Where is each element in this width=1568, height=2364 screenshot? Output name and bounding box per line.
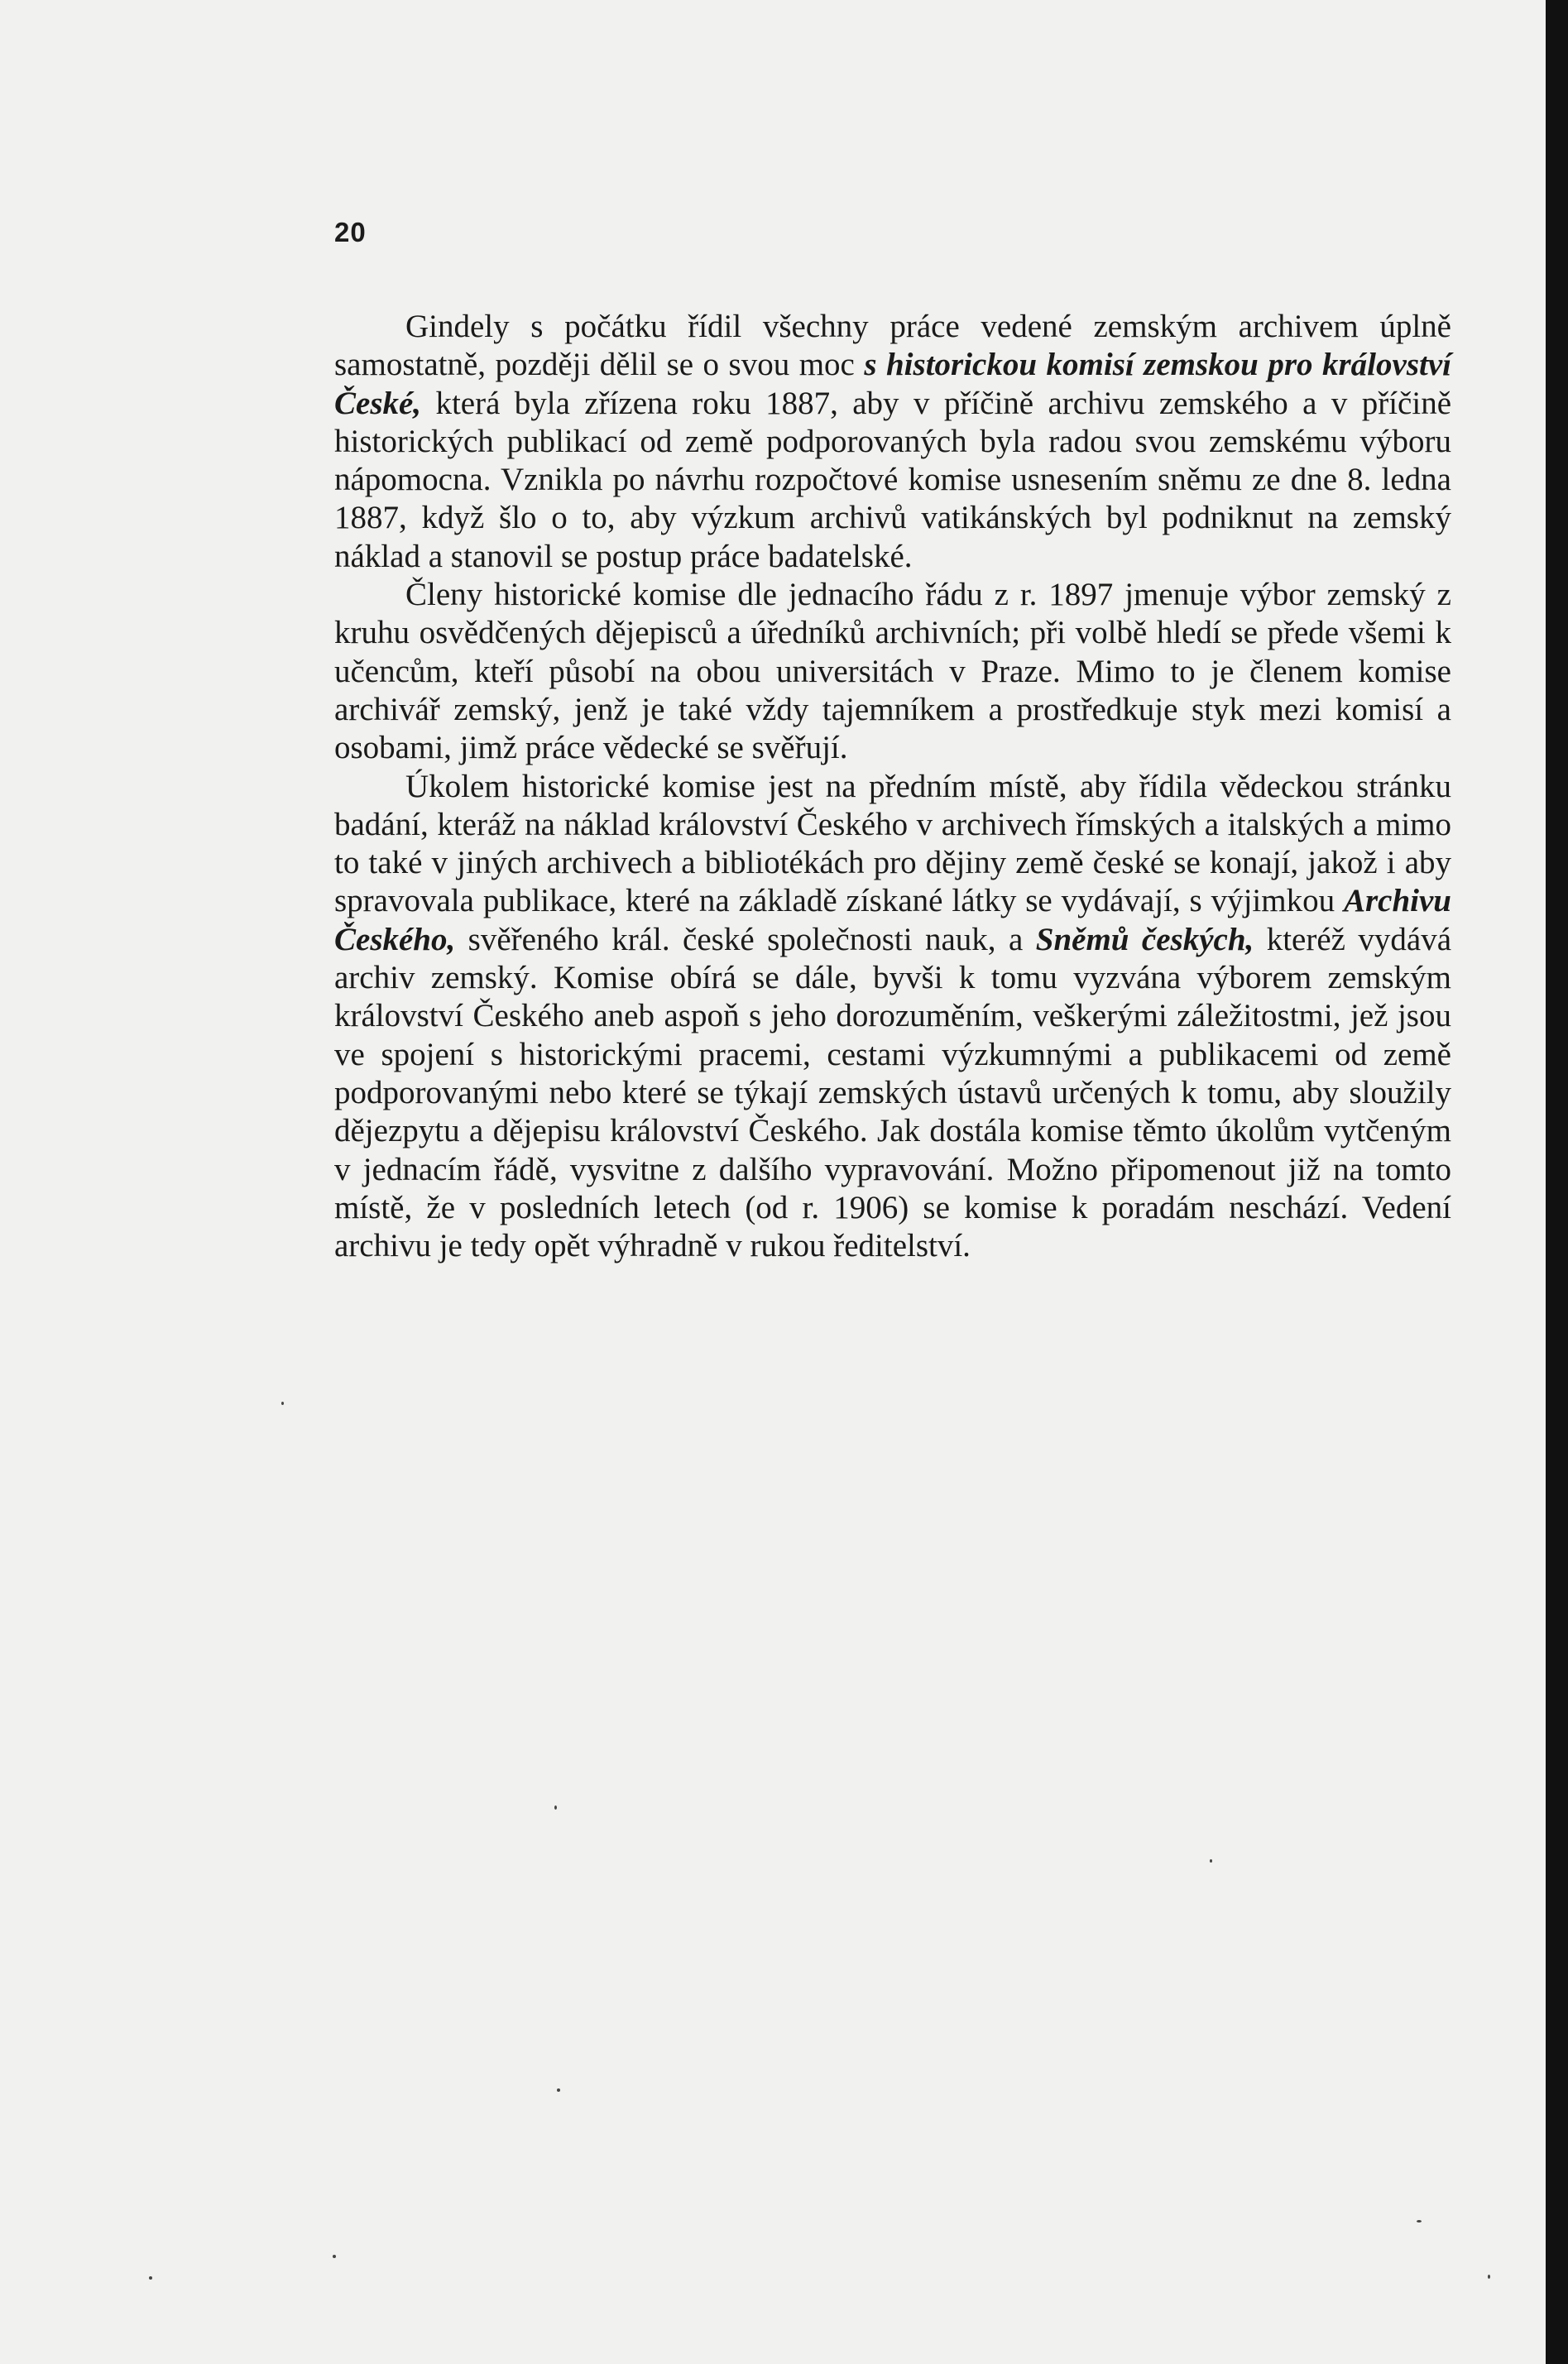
italic-text-run: s historickou komisí zemskou pro království České, — [334, 347, 1451, 421]
scan-speck — [1417, 2220, 1422, 2223]
scan-speck — [1488, 2275, 1490, 2279]
text-run: Úkolem historické komise jest na předním místě, aby řídila vědeckou stránku badání, kteráž na náklad království Českého v archivech římských a italských a mimo to také v jiných archivech a bibliotékách pro dějiny země české se konají, jakož i aby spravovala publikace, které na základě získané látky se vydávají, s výjimkou — [334, 768, 1451, 919]
body-text — [334, 308, 1451, 1265]
paragraph-2 — [334, 576, 1451, 767]
italic-text-run: Archivu Českého, — [334, 883, 1451, 957]
italic-text-run: Sněmů českých, — [1035, 921, 1254, 957]
text-run: Členy historické komise dle jednacího řádu z r. 1897 jmenuje výbor zemský z kruhu osvědčených dějepisců a úředníků archivních; při volbě hledí se přede všemi k učencům, kteří působí na obou universitách v Praze. Mimo to je členem komise archivář zemský, jenž je také vždy tajemníkem a prostředkuje styk mezi komisí a osobami, jimž práce vědecké se svěřují. — [334, 577, 1451, 766]
text-run: svěřeného král. české společnosti nauk, a — [455, 921, 1036, 957]
paragraph-3 — [334, 768, 1451, 1266]
scan-speck — [557, 2088, 560, 2092]
paragraph-1 — [334, 308, 1451, 576]
scan-speck — [281, 1402, 284, 1405]
scan-speck — [149, 2276, 152, 2280]
page-number: 20 — [334, 217, 367, 247]
scan-speck — [554, 1805, 557, 1810]
text-run: kteréž vydává archiv zemský. Komise obírá se dále, byvši k tomu vyzvána výborem zemským království Českého aneb aspoň s jeho dorozuměním, veškerými záležitostmi, jež jsou ve spojení s historickými pracemi, cestami výzkumnými a publikacemi od země podporovanými nebo které se týkají zemských ústavů určených k tomu, aby sloužily dějezpytu a dějepisu království Českého. Jak dostála komise těmto úkolům vytčeným v jednacím řádě, vysvitne z dalšího vypravování. Možno připomenout již na tomto místě, že v posledních letech (od r. 1906) se komise k poradám neschází. Vedení archivu je tedy opět výhradně v rukou ředitelství. — [334, 921, 1452, 1264]
text-run: která byla zřízena roku 1887, aby v příčině archivu zemského a v příčině historických publikací od země podporovaných byla radou svou zemskému výboru nápomocna. Vznikla po návrhu rozpočtové komise usnesením sněmu ze dne 8. ledna 1887, když šlo o to, aby výzkum archivů vatikánských byl podniknut na zemský náklad a stanovil se postup práce badatelské. — [334, 385, 1451, 574]
scan-speck — [333, 2255, 336, 2258]
text-run: Gindely s počátku řídil všechny práce vedené zemským archivem úplně samostatně, později dělil se o svou moc — [334, 309, 1451, 383]
scan-speck — [1210, 1859, 1212, 1863]
